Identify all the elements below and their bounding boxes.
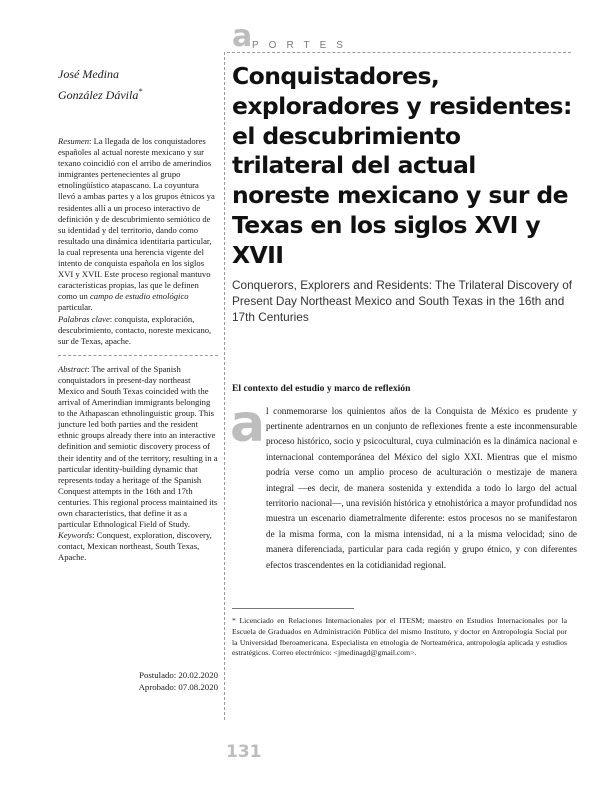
abstract-label: Abstract: [58, 363, 88, 374]
abstract-paragraph: [58, 364, 218, 530]
author-line-2: [58, 83, 218, 104]
abstract-divider: [58, 355, 218, 356]
keywords-text: : Conquest, exploration, discovery, contact, Mexican northeast, South Texas, Apache.: [58, 530, 212, 563]
keywords-paragraph: [58, 530, 218, 563]
posted-date: Postulado: 20.02.2020: [139, 670, 218, 680]
author-line-1: José Medina: [58, 67, 119, 81]
palabras-paragraph: [58, 314, 218, 347]
page-number: 131: [226, 742, 262, 762]
section-heading: El contexto del estudio y marco de reflexión: [232, 382, 411, 394]
submission-dates: [108, 669, 218, 693]
column-divider: [224, 52, 225, 720]
palabras-text: : conquista, exploración, descubrimiento, contacto, noreste mexicano, sur de Texas, apache.: [58, 313, 212, 346]
right-column: [232, 62, 577, 573]
spanish-abstract: [58, 136, 218, 347]
author-name: [58, 66, 218, 104]
section-label: PORTES: [252, 40, 353, 51]
body-text: [230, 393, 577, 573]
drop-cap: a: [230, 393, 266, 454]
section-initial: a: [232, 19, 253, 54]
resumen-italic: campo de estudio etnológico: [89, 291, 189, 302]
resumen-end: particular.: [58, 302, 93, 313]
resumen-paragraph: [58, 136, 218, 314]
article-subtitle: Conquerors, Explorers and Residents: The Trilateral Discovery of Present Day Northeast Mexico and South Texas in the 16th and 17th Centuries: [232, 277, 573, 324]
resumen-text: : La llegada de los conquistadores españoles al actual noreste mexicano y sur texano coincidió con el arribo de amerindios inmigrantes pertenecientes al grupo etnolingüístico atapascano. La coyuntura llevó a ambas partes y a los grupos étnicos ya residentes allí a un proceso interactivo de definición y de descubrimiento semiótico de su identidad y del territorio, dando como resultado una dinámica identitaria particular, la cual representa una herencia vigente del intento de conquista española en los siglos XVI y XVII. Este proceso regional mantuvo características propias, las que le definen como un: [58, 136, 215, 302]
author-footnote-marker: *: [138, 87, 143, 96]
left-column: [58, 66, 218, 563]
abstract-text: : The arrival of the Spanish conquistadors in present-day northeast Mexico and South Texas coincided with the arrival of Amerindian immigrants belonging to the Athapascan ethnolinguistic group. This juncture led both parties and the resident ethnic groups already there into an interactive definition and semiotic discovery process of their identity and of the territory, resulting in a particular identity-building dynamic that represents today a heritage of the Spanish Conquest attempts in the 16th and 17th centuries. This regional process maintained its own characteristics, that define it as a particular Ethnological Field of Study.: [58, 363, 218, 530]
palabras-label: Palabras clave: [58, 313, 110, 324]
top-divider: [227, 52, 571, 53]
body-paragraph: l conmemorarse los quinientos años de la Conquista de México es prudente y pertinente adentrarnos en un conjunto de reflexiones frente a este inconmensurable proceso histórico, socio y psicocultural, cuya culminación es la dinámica nacional e internacional contemporánea del México del siglo XXI. Mientras que el mismo podría verse como un amplio proceso de aculturación o mestizaje de manera integral —es decir, de manera sostenida y extendida a todo lo largo del actual territorio nacional—, una revisión histórica y etnohistórica a mayor profundidad nos muestra un escenario diametralmente diferente: estos procesos no se manifestaron de la misma forma, con la misma intensidad, ni a la misma velocidad; sino de manera diferenciada, particular para cada región y grupo étnico, y con diferentes efectos trascendentes en la cotidianidad regional.: [266, 405, 577, 570]
approved-date: Aprobado: 07.08.2020: [138, 682, 218, 692]
author-surname: González Dávila: [58, 88, 139, 102]
resumen-label: Resumen: [58, 136, 90, 146]
article-title: Conquistadores, exploradores y residentes: el descubrimiento trilateral del actual noreste mexicano y sur de Texas en los siglos XVI y XVII: [232, 62, 572, 269]
footnote-rule: [232, 608, 354, 609]
keywords-label: Keywords: [58, 530, 93, 541]
footnote: * Licenciado en Relaciones Internacionales por el ITESM; maestro en Estudios Internacionales por la Escuela de Graduados en Administración Pública del mismo Instituto, y doctor en Antropología Social por la Universidad Iberoamericana. Especialista en etnología de Norteamérica, antropología aplicada y estudios estratégicos. Correo electrónico: <jmedinagd@gmail.com>.: [232, 616, 567, 658]
english-abstract: [58, 364, 218, 564]
